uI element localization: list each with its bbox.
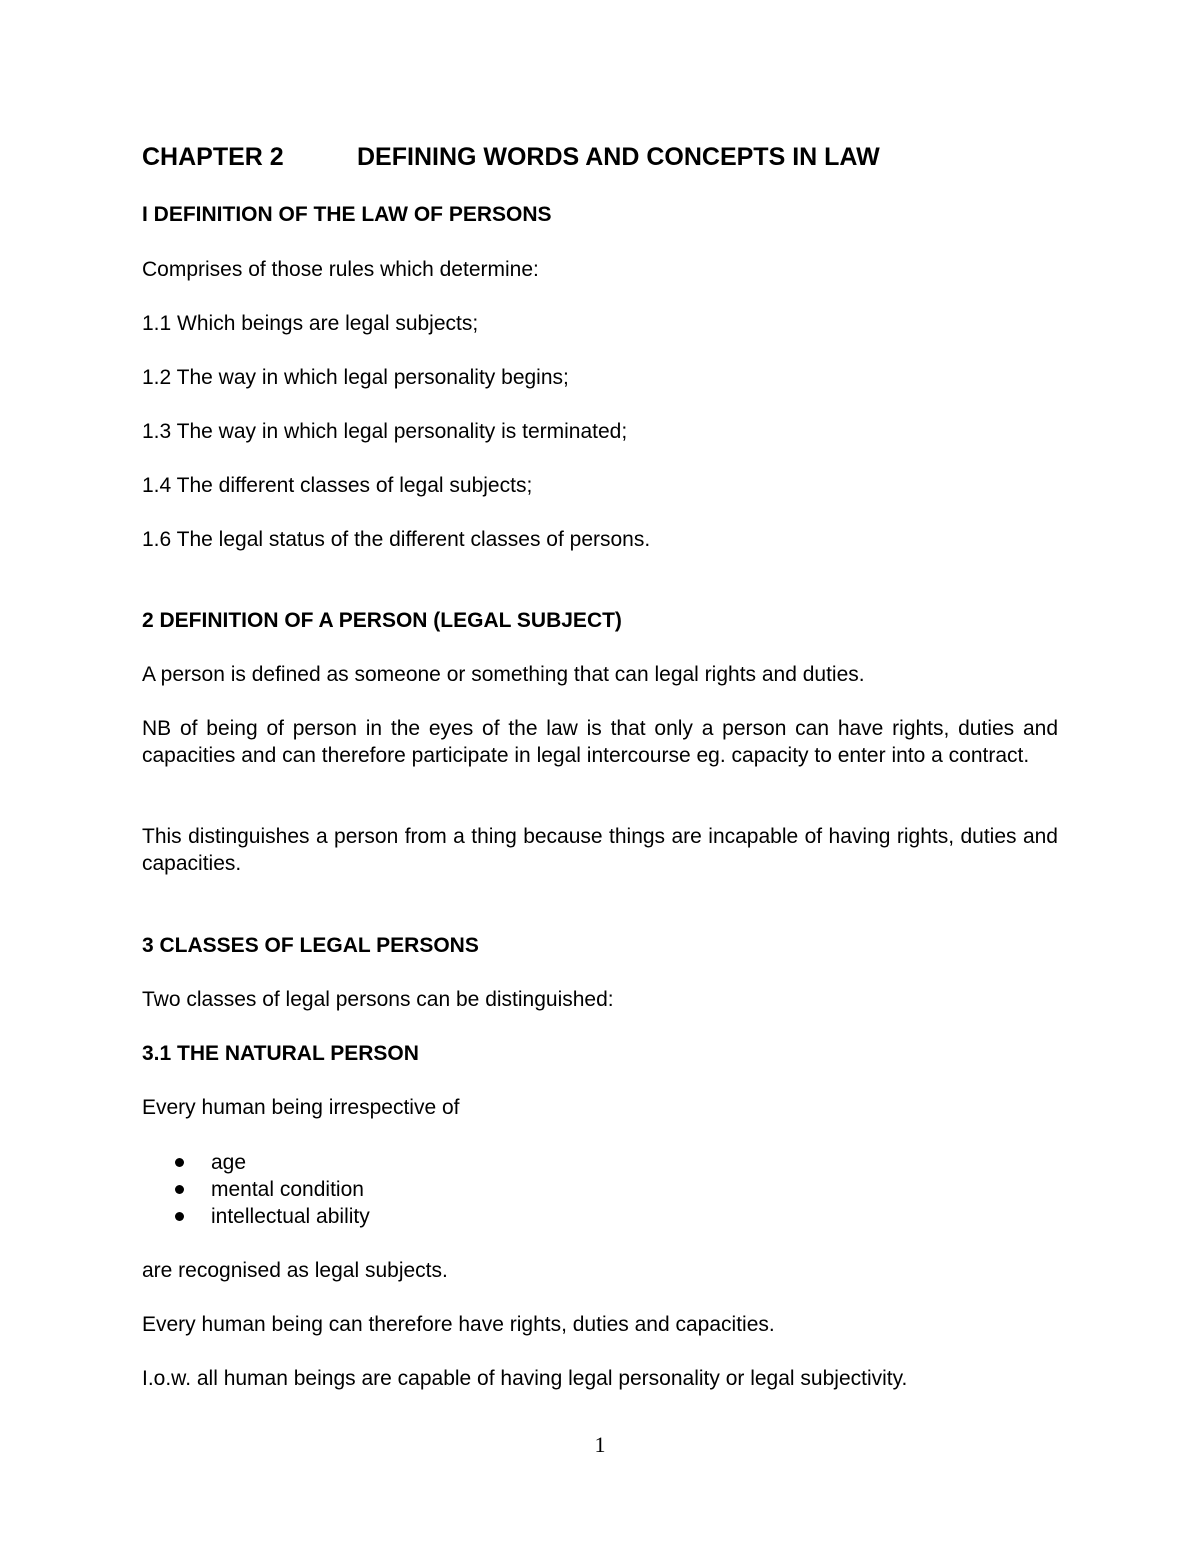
list-item: 1.6 The legal status of the different classes of persons. bbox=[142, 528, 651, 551]
paragraph: I.o.w. all human beings are capable of having legal personality or legal subjectivity. bbox=[142, 1367, 908, 1390]
section-heading: 2 DEFINITION OF A PERSON (LEGAL SUBJECT) bbox=[142, 609, 622, 632]
paragraph: Every human being irrespective of bbox=[142, 1096, 460, 1119]
paragraph: A person is defined as someone or something that can legal rights and duties. bbox=[142, 663, 865, 686]
list-item: 1.2 The way in which legal personality begins; bbox=[142, 366, 569, 389]
chapter-label: CHAPTER 2 bbox=[142, 143, 284, 171]
list-item: 1.3 The way in which legal personality is terminated; bbox=[142, 420, 628, 443]
chapter-title: DEFINING WORDS AND CONCEPTS IN LAW bbox=[357, 143, 880, 171]
page-number: 1 bbox=[594, 1432, 606, 1457]
bullet-icon bbox=[175, 1185, 184, 1194]
bullet-item bbox=[172, 1203, 370, 1230]
bullet-icon bbox=[175, 1212, 184, 1221]
paragraph: This distinguishes a person from a thing because things are incapable of having rights, duties and capacities. bbox=[142, 825, 1058, 875]
paragraph: NB of being of person in the eyes of the law is that only a person can have rights, duties and capacities and can therefore participate in legal intercourse eg. capacity to enter into a contract. bbox=[142, 717, 1058, 767]
paragraph: Every human being can therefore have rights, duties and capacities. bbox=[142, 1313, 775, 1336]
list-item: 1.1 Which beings are legal subjects; bbox=[142, 312, 479, 335]
bullet-text: intellectual ability bbox=[211, 1205, 370, 1228]
bullet-text: mental condition bbox=[211, 1178, 364, 1201]
paragraph: are recognised as legal subjects. bbox=[142, 1259, 448, 1282]
subsection-heading: 3.1 THE NATURAL PERSON bbox=[142, 1042, 419, 1065]
section-intro: Two classes of legal persons can be distinguished: bbox=[142, 988, 614, 1011]
section-heading: 3 CLASSES OF LEGAL PERSONS bbox=[142, 934, 479, 957]
section-heading: I DEFINITION OF THE LAW OF PERSONS bbox=[142, 203, 552, 226]
bullet-text: age bbox=[211, 1151, 247, 1174]
bullet-item bbox=[172, 1149, 370, 1176]
bullet-item bbox=[172, 1176, 370, 1203]
bullet-icon bbox=[175, 1158, 184, 1167]
list-item: 1.4 The different classes of legal subjects; bbox=[142, 474, 533, 497]
bullet-list bbox=[172, 1149, 370, 1230]
section-intro: Comprises of those rules which determine: bbox=[142, 258, 539, 281]
